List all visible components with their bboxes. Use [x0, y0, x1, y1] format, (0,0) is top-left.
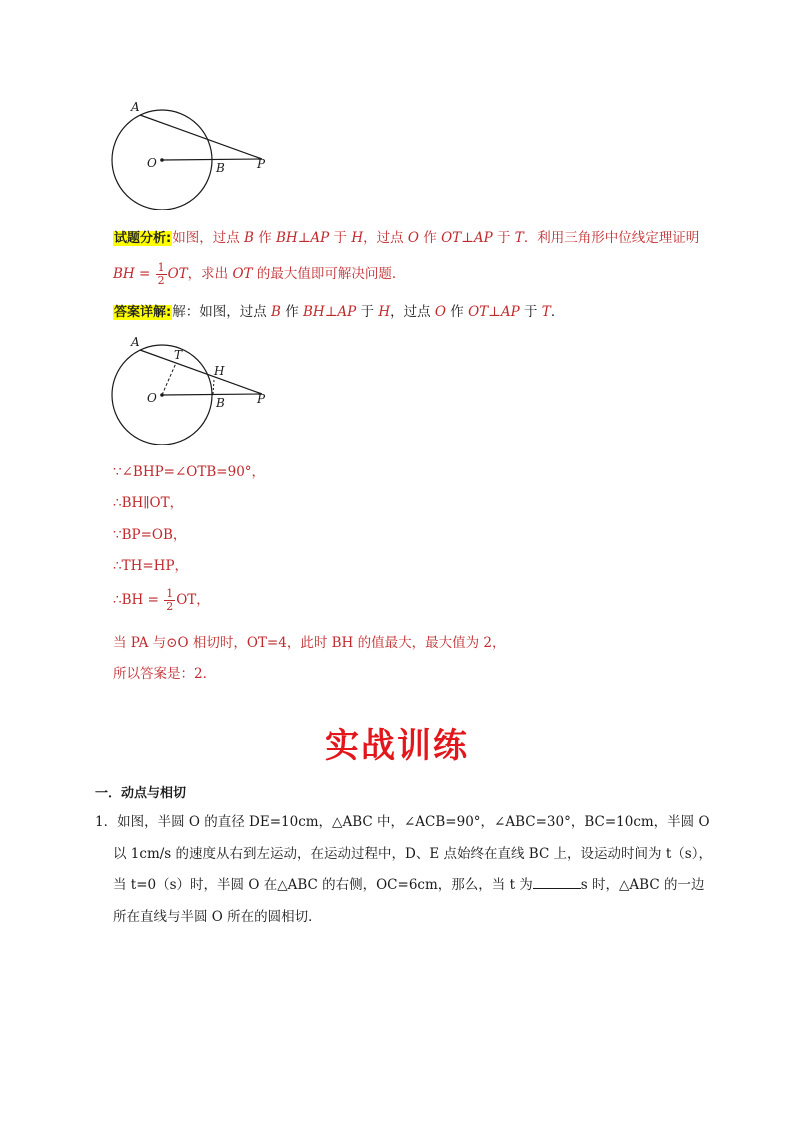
analysis-line-1: 试题分析:如图，过点 B 作 BH⊥AP 于 H，过点 O 作 OT⊥AP 于 T．利用三角形中位线定理证明 [114, 230, 700, 246]
figure-circle-tangent-1 [100, 95, 290, 210]
proof-line-3: ∵BP=OB， [113, 527, 187, 543]
label-o: O [147, 156, 157, 170]
analysis-label: 试题分析: [114, 231, 172, 246]
answer-blank[interactable] [533, 876, 581, 889]
center-dot [160, 393, 164, 397]
question-line-4: 所在直线与半圆 O 所在的圆相切． [113, 909, 322, 925]
segment-op [162, 394, 262, 395]
section-title: 实战训练 [325, 726, 469, 766]
question-line-1: 1．如图，半圆 O 的直径 DE=10cm，△ABC 中，∠ACB=90°，∠ABC=30°，BC=10cm，半圆 O [95, 814, 710, 830]
label-p: P [257, 392, 266, 406]
segment-ap [140, 115, 262, 159]
section-heading: 一．动点与相切 [95, 786, 187, 801]
proof-line-5: ∴BH = $\frac{1}{2}$ OT， [113, 587, 210, 613]
analysis-line-2: BH = $\frac{1}{2}$ OT，求出 OT 的最大值即可解决问题． [113, 261, 406, 287]
answer-label: 答案详解: [114, 305, 172, 320]
fraction-half: $\frac{1}{2}$ [166, 587, 174, 613]
proof-line-6: 当 PA 与⊙O 相切时，OT=4，此时 BH 的值最大，最大值为 2， [113, 635, 506, 651]
label-b: B [216, 161, 225, 175]
label-p: P [257, 157, 266, 171]
label-b: B [216, 396, 225, 410]
segment-ap [140, 350, 262, 394]
label-t: T [174, 348, 183, 362]
question-line-2: 以 1cm/s 的速度从右到左运动，在运动过程中，D、E 点始终在直线 BC 上，设运动时间为 t（s）， [113, 846, 712, 862]
label-o: O [147, 391, 157, 405]
fraction-half: $\frac{1}{2}$ [157, 261, 165, 287]
proof-line-4: ∴TH=HP， [113, 558, 189, 574]
segment-op [162, 159, 262, 160]
label-h: H [214, 364, 225, 378]
segment-bh-dashed [213, 380, 214, 394]
proof-line-7: 所以答案是：2． [113, 666, 217, 682]
answer-line-1: 答案详解:解：如图，过点 B 作 BH⊥AP 于 H，过点 O 作 OT⊥AP 于 T． [114, 304, 565, 320]
label-a: A [131, 335, 140, 349]
center-dot [160, 158, 164, 162]
figure-circle-tangent-2 [100, 330, 290, 445]
label-a: A [131, 100, 140, 114]
segment-ot-dashed [162, 363, 176, 395]
proof-line-2: ∴BH∥OT， [113, 495, 184, 511]
question-line-3: 当 t=0（s）时，半圆 O 在△ABC 的右侧，OC=6cm，那么，当 t 为 s 时，△ABC 的一边 [113, 877, 705, 893]
proof-line-1: ∵∠BHP=∠OTB=90°， [113, 464, 266, 480]
